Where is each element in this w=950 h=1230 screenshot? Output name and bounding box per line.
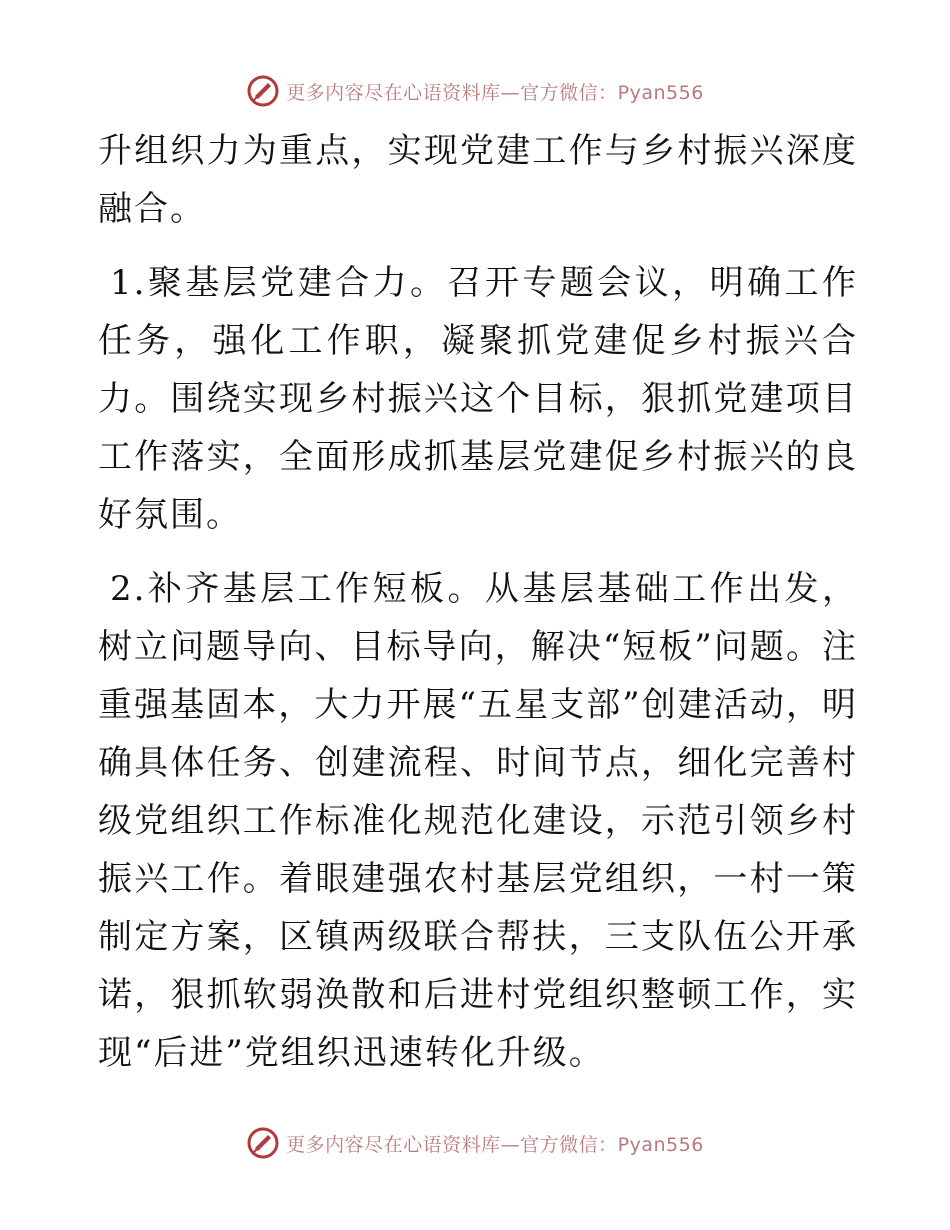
stamp-logo-icon [246, 1126, 280, 1160]
paragraph-item-2: 2.补齐基层工作短板。从基层基础工作出发，树立问题导向、目标导向，解决“短板”问题。注重强基固本，大力开展“五星支部”创建活动，明确具体任务、创建流程、时间节点，细化完善村级党组织工作标准化规范化建设，示范引领乡村振兴工作。着眼建强农村基层党组织，一村一策制定方案，区镇两级联合帮扶，三支队伍公开承诺，狠抓软弱涣散和后进村党组织整顿工作，实现“后进”党组织迅速转化升级。 [98, 569, 858, 1073]
watermark-text: 更多内容尽在心语资料库—官方微信：Pyan556 [286, 81, 704, 104]
paragraph-item-1: 1.聚基层党建合力。召开专题会议，明确工作任务，强化工作职，凝聚抓党建促乡村振兴合力。围绕实现乡村振兴这个目标，狠抓党建项目工作落实，全面形成抓基层党建促乡村振兴的良好氛围。 [98, 263, 858, 535]
watermark-header [0, 74, 950, 108]
watermark-footer [0, 1126, 950, 1160]
paragraph-continuation: 升组织力为重点，实现党建工作与乡村振兴深度融合。 [98, 131, 858, 229]
watermark-text: 更多内容尽在心语资料库—官方微信：Pyan556 [286, 1133, 704, 1156]
stamp-logo-icon [246, 74, 280, 108]
document-body [98, 122, 858, 1082]
